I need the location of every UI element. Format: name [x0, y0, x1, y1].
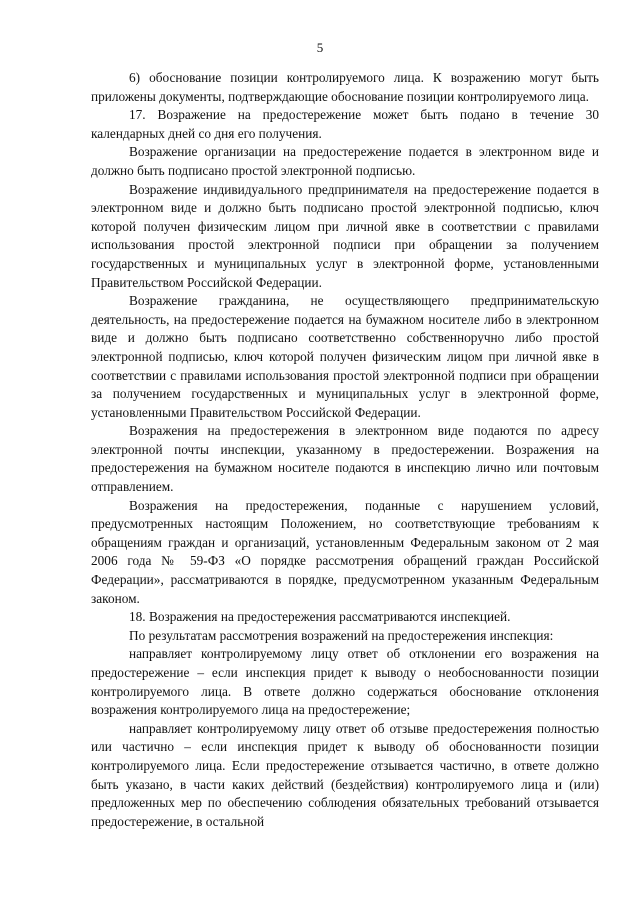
paragraph-review-results-intro: По результатам рассмотрения возражений на предостережения инспекция:: [129, 627, 554, 643]
paragraph-entrepreneur-objection: Возражение индивидуального предпринимателя на предостережение подается в электронном виде и должно быть подписано простой электронной подписью, ключ которой получен физическим лицом при личной явке в соответствии с правилами использования простой электронной подписи при обращении за получением государственных и муниципальных услуг в электронной форме, установленными Правительством Российской Федерации.: [91, 181, 599, 290]
paragraph-submission-methods: Возражения на предостережения в электронном виде подаются по адресу электронной почты инспекции, указанному в предостережении. Возражения на предостережения на бумажном носителе подаются в инспекцию лично или почтовым отправлением.: [91, 423, 599, 495]
document-body: [91, 69, 599, 831]
paragraph-rejection-response: направляет контролируемому лицу ответ об отклонении его возражения на предостережение – если инспекция придет к выводу о необоснованности позиции контролируемого лица. В ответе должно содержаться обоснование отклонения возражения контролируемого лица на предостережение;: [91, 646, 599, 718]
paragraph-citizen-objection: Возражение гражданина, не осуществляющего предпринимательскую деятельность, на предостережение подается на бумажном носителе либо в электронном виде и должно быть подписано соответственно собственноручно либо простой электронной подписью, ключ которой получен физическим лицом при личной явке в соответствии с правилами использования простой электронной подписи при обращении за получением государственных и муниципальных услуг в электронной форме, установленными Правительством Российской Федерации.: [91, 293, 599, 420]
paragraph-justification-item-6: 6) обоснование позиции контролируемого лица. К возражению могут быть приложены документы, подтверждающие обоснование позиции контролируемого лица.: [91, 70, 599, 104]
paragraph-17-filing-deadline: 17. Возражение на предостережение может быть подано в течение 30 календарных дней со дня его получения.: [91, 107, 599, 141]
paragraph-organization-objection: Возражение организации на предостережение подается в электронном виде и должно быть подписано простой электронной подписью.: [91, 144, 599, 178]
paragraph-18-review: 18. Возражения на предостережения рассматриваются инспекцией.: [129, 609, 511, 625]
paragraph-nonconforming-objections: Возражения на предостережения, поданные с нарушением условий, предусмотренных настоящим Положением, но соответствующие требованиям к обращениям граждан и организаций, установленным Федеральным законом от 2 мая 2006 года № 59-ФЗ «О порядке рассмотрения обращений граждан Российской Федерации», рассматриваются в порядке, предусмотренном указанным Федеральным законом.: [91, 497, 599, 606]
paragraph-withdrawal-response: направляет контролируемому лицу ответ об отзыве предостережения полностью или частично – если инспекция придет к выводу об обоснованности позиции контролируемого лица. Если предостережение отзывается частично, в ответе должно быть указано, в части каких действий (бездействия) контролируемого лица и (или) предложенных мер по обеспечению соблюдения обязательных требований отзывается предостережение, в остальной: [91, 720, 599, 829]
page-number: 5: [316, 40, 324, 55]
